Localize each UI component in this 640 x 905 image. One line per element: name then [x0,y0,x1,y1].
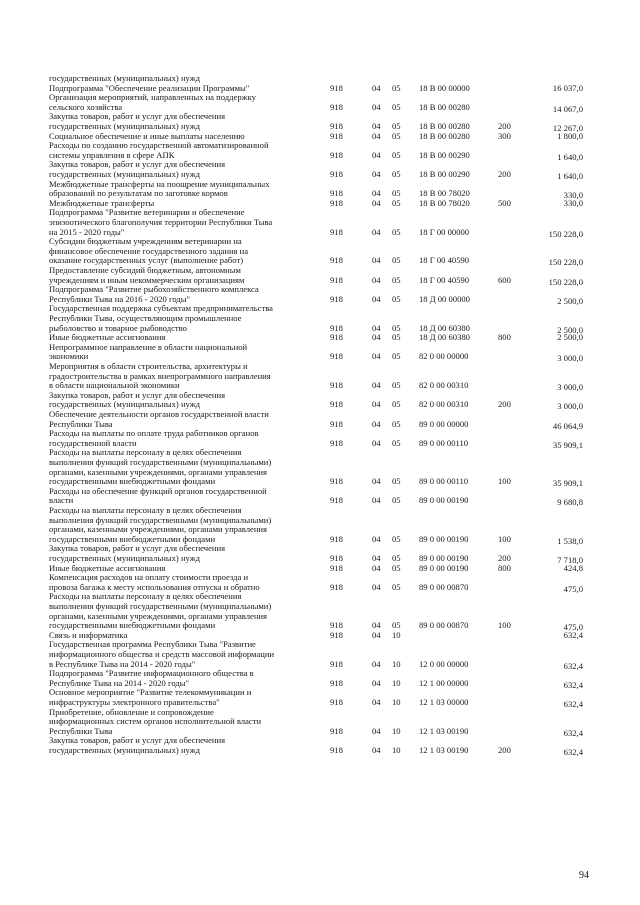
target-article-code: 89 0 00 00870 [419,620,469,631]
ved-code: 918 [330,101,343,112]
expense-type-code: 300 [498,130,511,141]
ved-code: 918 [330,332,343,343]
expense-type-code: 100 [498,620,511,631]
ved-code: 918 [330,168,343,179]
row-name-line: государственных (муниципальных) нужд [49,73,201,83]
target-article-code: 82 0 00 00310 [419,399,469,410]
expense-type-code: 800 [498,332,511,343]
target-article-code: 12 1 03 00190 [419,744,469,755]
row-name-line: Расходы на обеспечение функций органов государственной [49,485,267,496]
target-article-code: 18 Д 00 00000 [419,293,470,304]
subsection-code: 05 [392,581,401,592]
target-article-code: 18 Г 00 00000 [419,226,470,237]
expense-type-code: 500 [498,197,511,208]
amount: 3 000,0 [557,353,583,364]
subsection-code: 05 [392,120,401,131]
target-article-code: 89 0 00 00190 [419,495,469,506]
expense-type-code: 200 [498,120,511,131]
amount: 475,0 [563,583,583,594]
ved-code: 918 [330,658,343,669]
row-name [49,362,314,391]
row-name [49,708,314,737]
ved-code: 918 [330,197,343,208]
amount: 475,0 [563,622,583,633]
row-name-line: Обеспечение деятельности органов государственной власти [49,409,269,419]
ved-code: 918 [330,322,343,333]
amount: 35 909,1 [552,439,583,450]
target-article-code: 12 0 00 00000 [419,658,469,669]
row-name [49,304,314,333]
target-article-code: 18 В 00 00280 [419,120,470,131]
amount: 330,0 [563,197,583,208]
row-name-line: в области национальной экономики [49,380,180,391]
section-code: 04 [372,562,381,573]
amount: 150 228,0 [548,228,583,239]
page-number: 94 [579,870,589,881]
section-code: 04 [372,82,381,93]
row-name [49,180,314,199]
amount: 12 267,0 [552,122,583,133]
row-name-line: Закупка товаров, работ и услуг для обеспечения [49,389,226,400]
row-name [49,506,314,544]
subsection-code: 05 [392,552,401,563]
row-name [49,544,314,563]
target-article-code: 82 0 00 00000 [419,351,469,362]
row-name-line: сельского хозяйства [49,101,123,112]
target-article-code: 18 В 00 00000 [419,82,470,93]
row-name [49,112,314,131]
ved-code: 918 [330,293,343,304]
row-name [49,688,314,707]
amount: 2 500,0 [557,332,583,343]
section-code: 04 [372,149,381,160]
section-code: 04 [372,629,381,640]
amount: 632,4 [563,746,583,757]
amount: 1 640,0 [557,151,583,162]
row-name-line: государственных (муниципальных) нужд [49,120,201,131]
section-code: 04 [372,380,381,391]
row-name-line: Государственная поддержка субъектам предпринимательства [49,303,273,314]
section-code: 04 [372,130,381,141]
amount: 632,4 [563,727,583,738]
target-article-code: 89 0 00 00190 [419,562,469,573]
target-article-code: 18 В 00 78020 [419,188,470,199]
amount: 2 500,0 [557,295,583,306]
ved-code: 918 [330,495,343,506]
row-name-line: на 2015 - 2020 годы" [49,226,125,237]
row-name [49,573,314,592]
row-name-line: эпизоотического благополучия территории Республики Тыва [49,216,273,227]
row-name [49,736,314,755]
row-name-line: органами, казенными учреждениями, органами управления [49,610,267,621]
row-name [49,285,314,304]
row-name-line: Расходы на выплаты персоналу в целях обеспечения [49,447,242,458]
subsection-code: 05 [392,620,401,631]
row-name-line: органами, казенными учреждениями, органами управления [49,466,267,477]
section-code: 04 [372,418,381,429]
ved-code: 918 [330,552,343,563]
row-name-line: Закупка товаров, работ и услуг для обеспечения [49,543,226,554]
subsection-code: 05 [392,380,401,391]
subsection-code: 05 [392,399,401,410]
row-name-line: Компенсация расходов на оплату стоимости проезда и [49,572,249,583]
subsection-code: 05 [392,533,401,544]
subsection-code: 05 [392,188,401,199]
subsection-code: 05 [392,101,401,112]
row-name-line: финансовое обеспечение государственного задания на [49,245,249,256]
ved-code: 918 [330,533,343,544]
subsection-code: 05 [392,437,401,448]
row-name-line: государственных (муниципальных) нужд [49,399,201,410]
row-name-line: Мероприятия в области строительства, архитектуры и [49,361,248,371]
row-name [49,640,314,669]
ved-code: 918 [330,351,343,362]
subsection-code: 05 [392,351,401,362]
subsection-code: 05 [392,130,401,141]
row-name [49,266,314,285]
section-code: 04 [372,437,381,448]
row-name-line: Предоставление субсидий бюджетным, автономным [49,265,241,275]
section-code: 04 [372,399,381,410]
section-code: 04 [372,255,381,266]
amount: 330,0 [563,190,583,201]
section-code: 04 [372,226,381,237]
row-name-line: государственными внебюджетными фондами [49,533,216,544]
expense-type-code: 200 [498,552,511,563]
subsection-code: 05 [392,322,401,333]
section-code: 04 [372,658,381,669]
amount: 1 538,0 [557,535,583,546]
row-name-line: информационного общества и средств массовой информации [49,648,275,659]
row-name-line: экономики [49,351,89,362]
row-name [49,487,314,506]
amount: 632,4 [563,629,583,640]
row-name [49,669,314,688]
row-name-line: Республики Тыва на 2016 - 2020 годы" [49,293,191,304]
target-article-code: 89 0 00 00190 [419,552,469,563]
row-name [49,237,314,266]
subsection-code: 05 [392,226,401,237]
subsection-code: 05 [392,293,401,304]
row-name-line: оказание государственных услуг (выполнение работ) [49,255,244,266]
section-code: 04 [372,188,381,199]
row-name-line: государственными внебюджетными фондами [49,620,216,631]
amount: 424,8 [563,562,583,573]
row-name-line: Связь и информатика [49,629,128,640]
target-article-code: 18 Г 00 40590 [419,255,470,266]
ved-code: 918 [330,226,343,237]
row-name-line: Непрограммное направление в области национальной [49,341,248,352]
subsection-code: 05 [392,332,401,343]
amount: 1 640,0 [557,170,583,181]
section-code: 04 [372,620,381,631]
section-code: 04 [372,101,381,112]
section-code: 04 [372,293,381,304]
row-name-line: Основное мероприятие "Развитие телекоммуникации и [49,687,252,698]
target-article-code: 18 В 00 78020 [419,197,470,208]
expense-type-code: 200 [498,399,511,410]
section-code: 04 [372,476,381,487]
section-code: 04 [372,533,381,544]
subsection-code: 10 [392,677,401,688]
target-article-code: 89 0 00 00870 [419,581,469,592]
row-name-line: Республике Тыва на 2014 - 2020 годы" [49,677,190,688]
subsection-code: 10 [392,696,401,707]
section-code: 04 [372,495,381,506]
ved-code: 918 [330,149,343,160]
target-article-code: 18 В 00 00290 [419,168,470,179]
section-code: 04 [372,322,381,333]
amount: 632,4 [563,679,583,690]
row-name-line: государственными внебюджетными фондами [49,476,216,487]
row-name-line: Иные бюджетные ассигнования [49,332,166,343]
row-name-line: градостроительства в рамках внепрограммного направления [49,370,271,381]
ved-code: 918 [330,562,343,573]
row-name [49,592,314,630]
row-name-line: выполнения функций государственными (муниципальными) [49,600,272,611]
ved-code: 918 [330,399,343,410]
ved-code: 918 [330,274,343,285]
amount: 150 228,0 [548,257,583,268]
row-name-line: Подпрограмма "Развитие ветеринарии и обеспечение [49,207,245,218]
row-name-line: Приобретение, обновление и сопровождение [49,706,214,717]
row-name-line: Закупка товаров, работ и услуг для обеспечения [49,159,226,170]
amount: 2 500,0 [557,324,583,335]
amount: 9 680,8 [557,497,583,508]
amount: 3 000,0 [557,401,583,412]
row-name [49,429,314,448]
amount: 35 909,1 [552,478,583,489]
row-name-line: выполнения функций государственными (муниципальными) [49,514,272,525]
row-name-line: Межбюджетные трансферты [49,197,155,208]
row-name-line: провоза багажа к месту использования отпуска и обратно [49,581,260,592]
row-name [49,160,314,179]
subsection-code: 05 [392,418,401,429]
amount: 46 064,9 [552,420,583,431]
section-code: 04 [372,552,381,563]
ved-code: 918 [330,82,343,93]
expense-type-code: 200 [498,744,511,755]
row-name [49,343,314,362]
subsection-code: 10 [392,629,401,640]
ved-code: 918 [330,418,343,429]
target-article-code: 18 В 00 00280 [419,101,470,112]
row-name [49,448,314,486]
section-code: 04 [372,677,381,688]
row-name-line: государственных (муниципальных) нужд [49,168,201,179]
subsection-code: 05 [392,562,401,573]
expense-type-code: 200 [498,168,511,179]
row-name-line: Расходы по созданию государственной автоматизированной [49,140,269,151]
row-name-line: Иные бюджетные ассигнования [49,562,166,573]
target-article-code: 12 1 03 00190 [419,725,469,736]
section-code: 04 [372,274,381,285]
row-name [49,391,314,410]
row-name-line: органами, казенными учреждениями, органами управления [49,524,267,535]
row-name-line: Подпрограмма "Обеспечение реализации Программы" [49,82,250,93]
ved-code: 918 [330,120,343,131]
ved-code: 918 [330,476,343,487]
row-name-line: Социальное обеспечение и иные выплаты населению [49,130,245,141]
section-code: 04 [372,332,381,343]
amount: 1 800,0 [557,130,583,141]
row-name-line: Республики Тыва, осуществляющим промышленное [49,312,242,323]
row-name-line: государственной власти [49,437,137,448]
row-name-line: Субсидии бюджетным учреждениям ветеринарии на [49,236,242,247]
expense-type-code: 800 [498,562,511,573]
row-name-line: Расходы на выплаты по оплате труда работников органов [49,428,259,439]
row-name-line: Организация мероприятий, направленных на поддержку [49,92,256,103]
row-name-line: системы управления в сфере АПК [49,149,175,160]
section-code: 04 [372,168,381,179]
ved-code: 918 [330,677,343,688]
target-article-code: 18 В 00 00280 [419,130,470,141]
target-article-code: 18 В 00 00290 [419,149,470,160]
ved-code: 918 [330,255,343,266]
target-article-code: 82 0 00 00310 [419,380,469,391]
target-article-code: 18 Г 00 40590 [419,274,470,285]
row-name-line: Закупка товаров, работ и услуг для обеспечения [49,111,226,122]
row-name-line: государственных (муниципальных) нужд [49,552,201,563]
ved-code: 918 [330,581,343,592]
subsection-code: 05 [392,255,401,266]
target-article-code: 18 Д 00 60380 [419,332,470,343]
amount: 14 067,0 [552,103,583,114]
amount: 7 718,0 [557,554,583,565]
row-name-line: Республики Тыва [49,418,113,429]
subsection-code: 10 [392,744,401,755]
ved-code: 918 [330,725,343,736]
row-name-line: Государственная программа Республики Тыва "Развитие [49,639,256,650]
row-name [49,93,314,112]
subsection-code: 05 [392,168,401,179]
ved-code: 918 [330,380,343,391]
row-name-line: выполнения функций государственными (муниципальными) [49,456,272,467]
row-name [49,410,314,429]
amount: 16 037,0 [552,82,583,93]
section-code: 04 [372,197,381,208]
amount: 150 228,0 [548,276,583,287]
ved-code: 918 [330,620,343,631]
row-name-line: государственных (муниципальных) нужд [49,744,201,755]
row-name-line: в Республике Тыва на 2014 - 2020 годы" [49,658,196,669]
subsection-code: 10 [392,725,401,736]
row-name-line: инфраструктуры электронного правительства" [49,696,220,707]
row-name-line: Межбюджетные трансферты на поощрение муниципальных [49,178,270,189]
target-article-code: 18 Д 00 60380 [419,322,470,333]
subsection-code: 10 [392,658,401,669]
row-name-line: Подпрограмма "Развитие информационного общества в [49,668,254,679]
target-article-code: 89 0 00 00110 [419,437,469,448]
ved-code: 918 [330,188,343,199]
row-name-line: учреждениям и иным некоммерческим организациям [49,274,245,285]
row-name-line: Закупка товаров, работ и услуг для обеспечения [49,735,226,746]
target-article-code: 12 1 00 00000 [419,677,469,688]
row-name-line: власти [49,495,74,506]
ved-code: 918 [330,130,343,141]
row-name-line: рыболовство и товарное рыбоводство [49,322,187,333]
section-code: 04 [372,725,381,736]
ved-code: 918 [330,696,343,707]
section-code: 04 [372,351,381,362]
row-name-line: Республики Тыва [49,725,113,736]
target-article-code: 89 0 00 00110 [419,476,469,487]
ved-code: 918 [330,629,343,640]
row-name-line: Подпрограмма "Развитие рыбохозяйственного комплекса [49,284,259,295]
ved-code: 918 [330,437,343,448]
row-name [49,141,314,160]
subsection-code: 05 [392,82,401,93]
target-article-code: 89 0 00 00190 [419,533,469,544]
expense-type-code: 100 [498,533,511,544]
target-article-code: 12 1 03 00000 [419,696,469,707]
row-name-line: Расходы на выплаты персоналу в целях обеспечения [49,591,242,602]
expense-type-code: 100 [498,476,511,487]
ved-code: 918 [330,744,343,755]
section-code: 04 [372,744,381,755]
subsection-code: 05 [392,149,401,160]
section-code: 04 [372,581,381,592]
row-name-line: Расходы на выплаты персоналу в целях обеспечения [49,505,242,515]
subsection-code: 05 [392,274,401,285]
row-name [49,208,314,237]
subsection-code: 05 [392,476,401,487]
expense-type-code: 600 [498,274,511,285]
section-code: 04 [372,696,381,707]
subsection-code: 05 [392,495,401,506]
row-name-line: информационных систем органов исполнительной власти [49,716,262,727]
subsection-code: 05 [392,197,401,208]
amount: 632,4 [563,698,583,709]
section-code: 04 [372,120,381,131]
target-article-code: 89 0 00 00000 [419,418,469,429]
amount: 632,4 [563,660,583,671]
amount: 3 000,0 [557,382,583,393]
row-name-line: образований по результатам по заготовке кормов [49,188,228,199]
